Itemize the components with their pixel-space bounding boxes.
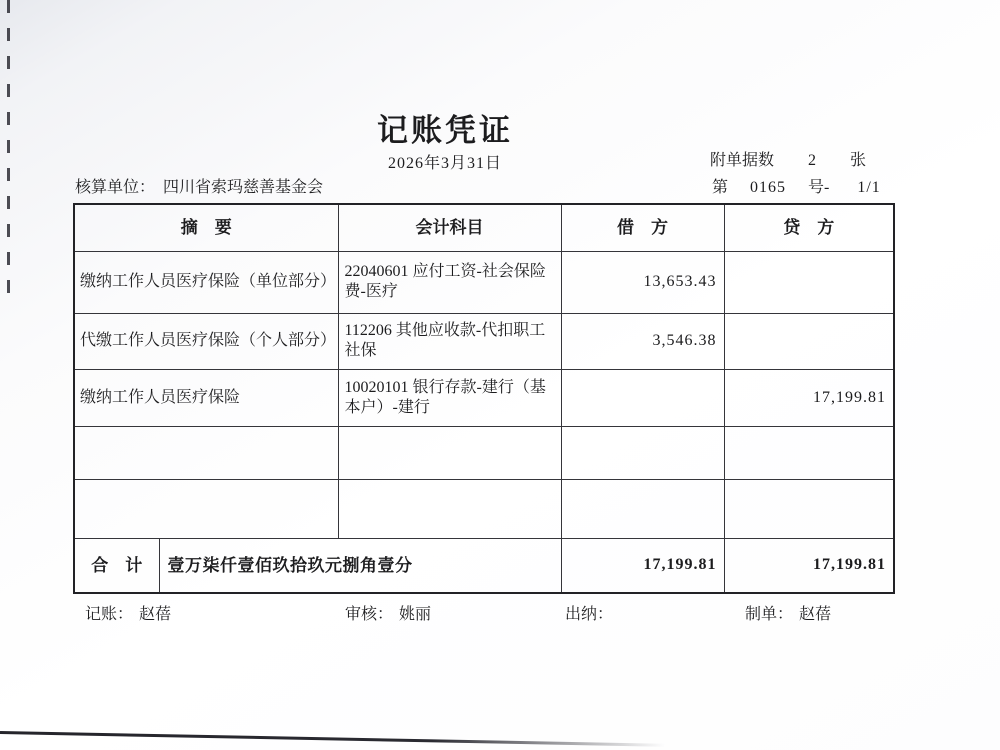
row-debit: 3,546.38 (561, 313, 724, 369)
row-summary: 缴纳工作人员医疗保险（单位部分） (74, 251, 338, 313)
voucher-date: 2026年3月31日 (387, 155, 502, 172)
table-header-row (74, 204, 894, 251)
attachment-count: 2 (808, 152, 817, 169)
header-debit: 借 方 (561, 204, 724, 251)
preparer-label: 制单： (745, 606, 794, 623)
header-summary: 摘 要 (74, 204, 338, 251)
bookkeeper-name: 赵蓓 (139, 606, 172, 623)
attachment-count-line (710, 147, 866, 170)
table-row (74, 251, 894, 313)
preparer-name: 赵蓓 (799, 606, 832, 623)
row-account: 22040601 应付工资-社会保险费-医疗 (338, 251, 561, 313)
total-amount-in-words: 壹万柒仟壹佰玖拾玖元捌角壹分 (159, 538, 561, 593)
row-account (338, 479, 561, 538)
scan-bottom-edge-line (0, 731, 665, 747)
table-row-empty (74, 426, 894, 479)
row-summary: 代缴工作人员医疗保险（个人部分） (74, 313, 338, 369)
table-row (74, 369, 894, 426)
page-title: 记账凭证 (377, 113, 513, 148)
auditor-label: 审核： (345, 606, 394, 623)
voucher-no-number: 0165 (750, 179, 787, 196)
row-credit: 17,199.81 (724, 369, 894, 426)
row-debit (561, 426, 724, 479)
attachment-unit: 张 (850, 152, 867, 169)
row-debit (561, 479, 724, 538)
voucher-table (73, 203, 895, 594)
total-debit: 17,199.81 (561, 538, 724, 593)
row-account (338, 426, 561, 479)
preparer-signature (745, 601, 831, 624)
row-credit (724, 426, 894, 479)
row-account: 112206 其他应收款-代扣职工社保 (338, 313, 561, 369)
cashier-signature (565, 601, 619, 624)
row-debit: 13,653.43 (561, 251, 724, 313)
bookkeeper-label: 记账： (85, 606, 134, 623)
accounting-unit-label: 核算单位： (75, 179, 156, 196)
auditor-name: 姚丽 (399, 606, 432, 623)
auditor-signature (345, 601, 431, 624)
total-credit: 17,199.81 (724, 538, 894, 593)
header-account: 会计科目 (338, 204, 561, 251)
table-total-row (74, 538, 894, 593)
voucher-no-prefix: 第 (712, 179, 729, 196)
row-credit (724, 251, 894, 313)
accounting-unit-name: 四川省索玛慈善基金会 (163, 179, 324, 196)
voucher-page-number: 1/1 (857, 179, 881, 196)
header-credit: 贷 方 (724, 204, 894, 251)
row-summary (74, 426, 338, 479)
total-label: 合 计 (74, 538, 159, 593)
bookkeeper-signature (85, 601, 171, 624)
table-row-empty (74, 479, 894, 538)
row-summary: 缴纳工作人员医疗保险 (74, 369, 338, 426)
voucher-number-line (712, 174, 881, 197)
row-credit (724, 313, 894, 369)
row-credit (724, 479, 894, 538)
accounting-unit-line (75, 174, 323, 197)
cashier-label: 出纳： (565, 606, 614, 623)
row-summary (74, 479, 338, 538)
voucher-no-suffix: 号- (808, 179, 830, 196)
attachment-label: 附单据数 (710, 152, 775, 169)
row-debit (561, 369, 724, 426)
table-row (74, 313, 894, 369)
row-account: 10020101 银行存款-建行（基本户）-建行 (338, 369, 561, 426)
